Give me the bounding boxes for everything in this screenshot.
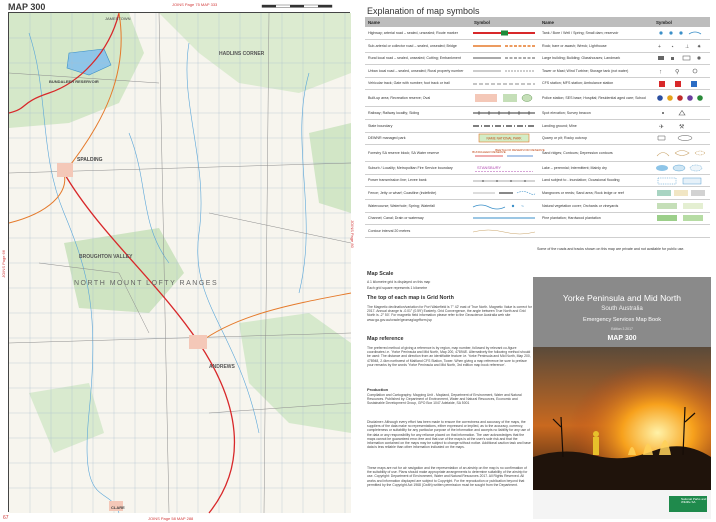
legend-row xyxy=(365,200,710,213)
legend-item-name: Sub-arterial or collector road – sealed, unsealed; Bridge xyxy=(365,40,471,53)
cover-footer xyxy=(533,490,711,519)
map-book-cover xyxy=(533,277,711,519)
svg-text:✈: ✈ xyxy=(659,124,665,131)
contour-symbol xyxy=(471,225,539,238)
scale-text: Each grid square represents 1 kilometre xyxy=(367,286,428,290)
legend-item-name: Power transmission line; Levee bank xyxy=(365,174,471,187)
north-heading: The top of each map is Grid North xyxy=(367,295,454,301)
legend-table xyxy=(365,17,710,238)
column-header: Name xyxy=(365,17,471,27)
legend-item-name: Forestry SA reserve block; SA Water reserve xyxy=(365,145,471,162)
map-canvas[interactable] xyxy=(9,13,351,513)
town-built-up xyxy=(189,335,207,349)
page-number: 67 xyxy=(3,515,9,521)
quarry-symbol xyxy=(653,132,710,145)
legend-item-name: Rock; bare or awash; Wreck; Lighthouse xyxy=(539,40,653,53)
svg-text:NAME NATIONAL PARK: NAME NATIONAL PARK xyxy=(486,137,522,142)
north-text: The Magnetic declination/variation for Port Wakefield is 7° 42' east of True North. Magnetic Value is correct for 2017. Annual change is -0.01° (0.59') Easterly. Grid Convergence, the angle between True North and Grid North is -2° 50'. For magnetic field information please refer to the Geoscience Australia web site www.ga.gov.au/oracle/geomag/agrfform.jsp xyxy=(367,305,532,322)
production-heading: Production xyxy=(367,387,389,392)
adjoining-map-ref-right[interactable]: JOINS Page 80 xyxy=(350,220,355,248)
legend-item-name: State boundary xyxy=(365,120,471,133)
legend-row xyxy=(365,212,710,225)
scale-bar xyxy=(262,2,332,10)
copyright-text: These maps are not for air navigation and the representation of an airstrip on the map is no confirmation of the suitability of use. Plans should make appropriate arrangements to determine suitability of the airstrip for use. Copyright: Department of Environment, Water and Natural Resources 2017. All Rights Reserved. All works and information displayed are subject to Copyright. For the reproduction or publication beyond that permitted by the Copyright Act 1968 (Cwlth) written permission must be sought from the Department. xyxy=(367,466,528,487)
spot-elevation-symbol xyxy=(653,107,710,120)
svg-text:STANSBURY: STANSBURY xyxy=(477,165,502,171)
landing-ground-symbol xyxy=(653,120,710,133)
legend-item-name: Built-up area; Recreation reserve; Oval xyxy=(365,90,471,107)
railway-symbol xyxy=(471,107,539,120)
column-header: Symbol xyxy=(653,17,710,27)
legend-item-name: Railway; Railway locality; Siding xyxy=(365,107,471,120)
legend-item-name: Channel; Canal; Drain or waterway xyxy=(365,212,471,225)
legend-item-name: Contour interval 20 metres xyxy=(365,225,471,238)
place-label: ANDREWS xyxy=(209,364,235,370)
rural-road-symbol xyxy=(471,52,539,65)
town-built-up xyxy=(57,163,73,177)
legend-row xyxy=(365,65,710,78)
dewnr-park-symbol xyxy=(471,132,539,145)
legend-item-name: Police station; SES base; Hospital; Residential aged care; School xyxy=(539,90,653,107)
legend-item-name: Landing ground; Mine xyxy=(539,120,653,133)
legend-item-name: Suburb / Locality; Metropolitan Fire Service boundary xyxy=(365,162,471,175)
place-label: SPALDING xyxy=(77,157,103,163)
sand-ridges-symbol xyxy=(653,145,710,162)
legend-item-name: Vehicular track; Gate with number; foot track or trail xyxy=(365,77,471,90)
fence-symbol xyxy=(471,187,539,200)
cover-fire-photo xyxy=(533,347,711,490)
legend-item-name: Watercourse; Waterhole; Spring; Waterfall xyxy=(365,200,471,213)
legend-row xyxy=(365,52,710,65)
legend-item-name: Mangroves or reeds; Sand area; Rock ledge or reef xyxy=(539,187,653,200)
place-label: HADLINS CORNER xyxy=(219,51,265,57)
reference-heading: Map reference xyxy=(367,336,404,342)
legend-item-name: Natural vegetation cover; Orchards or vineyards xyxy=(539,200,653,213)
svg-text:⋆: ⋆ xyxy=(671,43,675,50)
logo-text: National Parks and Wildlife SA xyxy=(681,497,707,505)
legend-item-name: Fence; Jetty or wharf; Coastline (indefinite) xyxy=(365,187,471,200)
legend-item-name: Quarry or pit; Rocky outcrop xyxy=(539,132,653,145)
column-header: Name xyxy=(539,17,653,27)
vehicular-track-symbol xyxy=(471,77,539,90)
svg-text:~: ~ xyxy=(521,203,524,210)
state-boundary-symbol xyxy=(471,120,539,133)
svg-text:⚲: ⚲ xyxy=(675,69,680,76)
place-label: CLARE xyxy=(111,505,125,510)
sub-arterial-symbol xyxy=(471,40,539,53)
legend-row xyxy=(365,27,710,40)
legend-heading: Explanation of map symbols xyxy=(367,6,480,16)
reference-text: The preferred method of giving a reference is by region, map number, followed by relevant co-figure coordinates i.e. 'Yorke Peninsula and Mid North, Map 200, 478948'. Alternatively the following method should be used: The distance and direction from an identifiable feature i.e. Yorke Peninsula and Mid North, Map 200, 478948, 2.4km northwest of Maitland CFS Station, Tower. When giving a map reference be sure to preface your remarks by the words 'Yorke Peninsula and Mid North, 3rd edition map book reference'. xyxy=(367,346,531,367)
watercourse-symbol xyxy=(471,200,539,213)
column-header: Symbol xyxy=(471,17,539,27)
cover-book-type: Emergency Services Map Book xyxy=(582,317,662,323)
disclaimer-text: Disclaimer: Although every effort has been made to ensure the correctness and accuracy of the maps, the suppliers of the data make no representations, either expressed or implied, as to the accuracy, currency, completeness or suitability for any particular purpose of the information and accepts no liability for any use of the data or any responsibility for any reliance placed on that information. The user acknowledges that the maps cannot be guaranteed error-free and that use of the maps is at the user's sole risk and that the information contained on the maps may be subject to change without notice. Additional caution task and base data is less reliable than other information indicated on the maps. xyxy=(367,420,531,450)
tank-bore-symbol xyxy=(653,27,710,40)
legend-row xyxy=(365,187,710,200)
legend-item-name: Large building; Building; Glasshouses; Landmark xyxy=(539,52,653,65)
legend-item-name: Urban local road – sealed, unsealed; Rural property number xyxy=(365,65,471,78)
adjoining-map-ref-bottom[interactable]: JOINS Page 58 MAP 288 xyxy=(148,516,194,521)
power-line-symbol xyxy=(471,174,539,187)
adjoining-map-ref-top[interactable]: JOINS Page 75 MAP 333 xyxy=(172,2,218,7)
legend-item-name: Land subject to - inundation; Occasional flooding xyxy=(539,174,653,187)
place-label: BROUGHTON VALLEY xyxy=(79,254,133,260)
legend-row xyxy=(365,225,710,238)
legend-row xyxy=(365,107,710,120)
legend-item-name: Sand ridges; Contours; Depression contours xyxy=(539,145,653,162)
legend-item-name: Rural local road – sealed, unsealed; Cutting; Embankment xyxy=(365,52,471,65)
legend-item-name: Lake – perennial; Intermittent; Mainly dry xyxy=(539,162,653,175)
inundation-symbol xyxy=(653,174,710,187)
place-label: BUNDALEER RESERVOIR xyxy=(49,79,99,84)
svg-text:✷: ✷ xyxy=(697,43,702,50)
svg-text:⚒: ⚒ xyxy=(679,124,685,131)
plantation-symbol xyxy=(653,212,710,225)
cover-title: Yorke Peninsula and Mid North xyxy=(562,293,682,303)
scale-heading: Map Scale xyxy=(367,271,394,277)
cover-subtitle: South Australia xyxy=(601,305,643,312)
adjoining-map-ref-left[interactable]: JOINS Page 66 xyxy=(1,250,6,278)
urban-road-symbol xyxy=(471,65,539,78)
legend-header-row xyxy=(365,17,710,27)
svg-text:+: + xyxy=(658,43,661,50)
cover-edition: Edition 3 2017 xyxy=(611,327,633,331)
legend-item-name: Pine plantation; Hardwood plantation xyxy=(539,212,653,225)
legend-row xyxy=(365,132,710,145)
police-station-symbol xyxy=(653,90,710,107)
legend-row xyxy=(365,145,710,162)
legend-item-name: Highway; arterial road – sealed, unsealed; Route marker xyxy=(365,27,471,40)
legend-row xyxy=(365,77,710,90)
building-symbol xyxy=(653,52,710,65)
legend-row xyxy=(365,120,710,133)
legend-item-name: Tank / Bore / Well / Spring; Small dam; reservoir xyxy=(539,27,653,40)
svg-text:↑: ↑ xyxy=(659,69,662,76)
vegetation-cover-symbol xyxy=(653,200,710,213)
forestry-reserve-symbol xyxy=(471,145,545,162)
rock-wreck-symbol xyxy=(653,40,710,53)
channel-symbol xyxy=(471,212,539,225)
topographic-map[interactable] xyxy=(8,12,350,512)
highway-symbol xyxy=(471,27,539,40)
suburb-symbol xyxy=(471,162,539,175)
tower-symbol xyxy=(653,65,710,78)
svg-text:⊥: ⊥ xyxy=(685,43,690,50)
map-title: MAP 300 xyxy=(8,2,46,12)
legend-row xyxy=(365,90,710,107)
built-up-symbol xyxy=(471,90,539,107)
scale-text: A 1 kilometre grid is displayed on this map xyxy=(367,280,431,284)
mangroves-symbol xyxy=(653,187,710,200)
road-label: JAMESTOWN xyxy=(105,16,131,21)
legend-item-name: DEWNR managed park xyxy=(365,132,471,145)
place-label: NORTH MOUNT LOFTY RANGES xyxy=(74,280,219,287)
lake-symbol xyxy=(653,162,710,175)
legend-item-name: CFS station; MFS station; Ambulance station xyxy=(539,77,653,90)
legend-note: Some of the roads and tracks shown on this map are private and not available for public use. xyxy=(537,247,685,251)
svg-text:BEETALOO RESERVOIR RESERVE: BEETALOO RESERVOIR RESERVE xyxy=(495,148,545,153)
cfs-station-symbol xyxy=(653,77,710,90)
legend-row xyxy=(365,174,710,187)
legend-row xyxy=(365,40,710,53)
legend-item-name: Spot elevation; Survey beacon xyxy=(539,107,653,120)
production-text: Compilation and Cartography: Mapping Unit - Mapland, Department of Environment, Water and Natural Resources. Published by: Department of Environment, Water and Natural Resources, Economic and Sustainable Development Group, GPO Box 1047 Adelaide, SA 5001 xyxy=(367,393,522,406)
svg-text:BUNDALEER RESERVE: BUNDALEER RESERVE xyxy=(472,150,506,155)
legend-row xyxy=(365,162,710,175)
map-page xyxy=(0,0,357,522)
legend-item-name: Tower or Mast; Wind Turbine; Storage tank (not water) xyxy=(539,65,653,78)
cover-map-label: MAP 300 xyxy=(607,335,637,342)
